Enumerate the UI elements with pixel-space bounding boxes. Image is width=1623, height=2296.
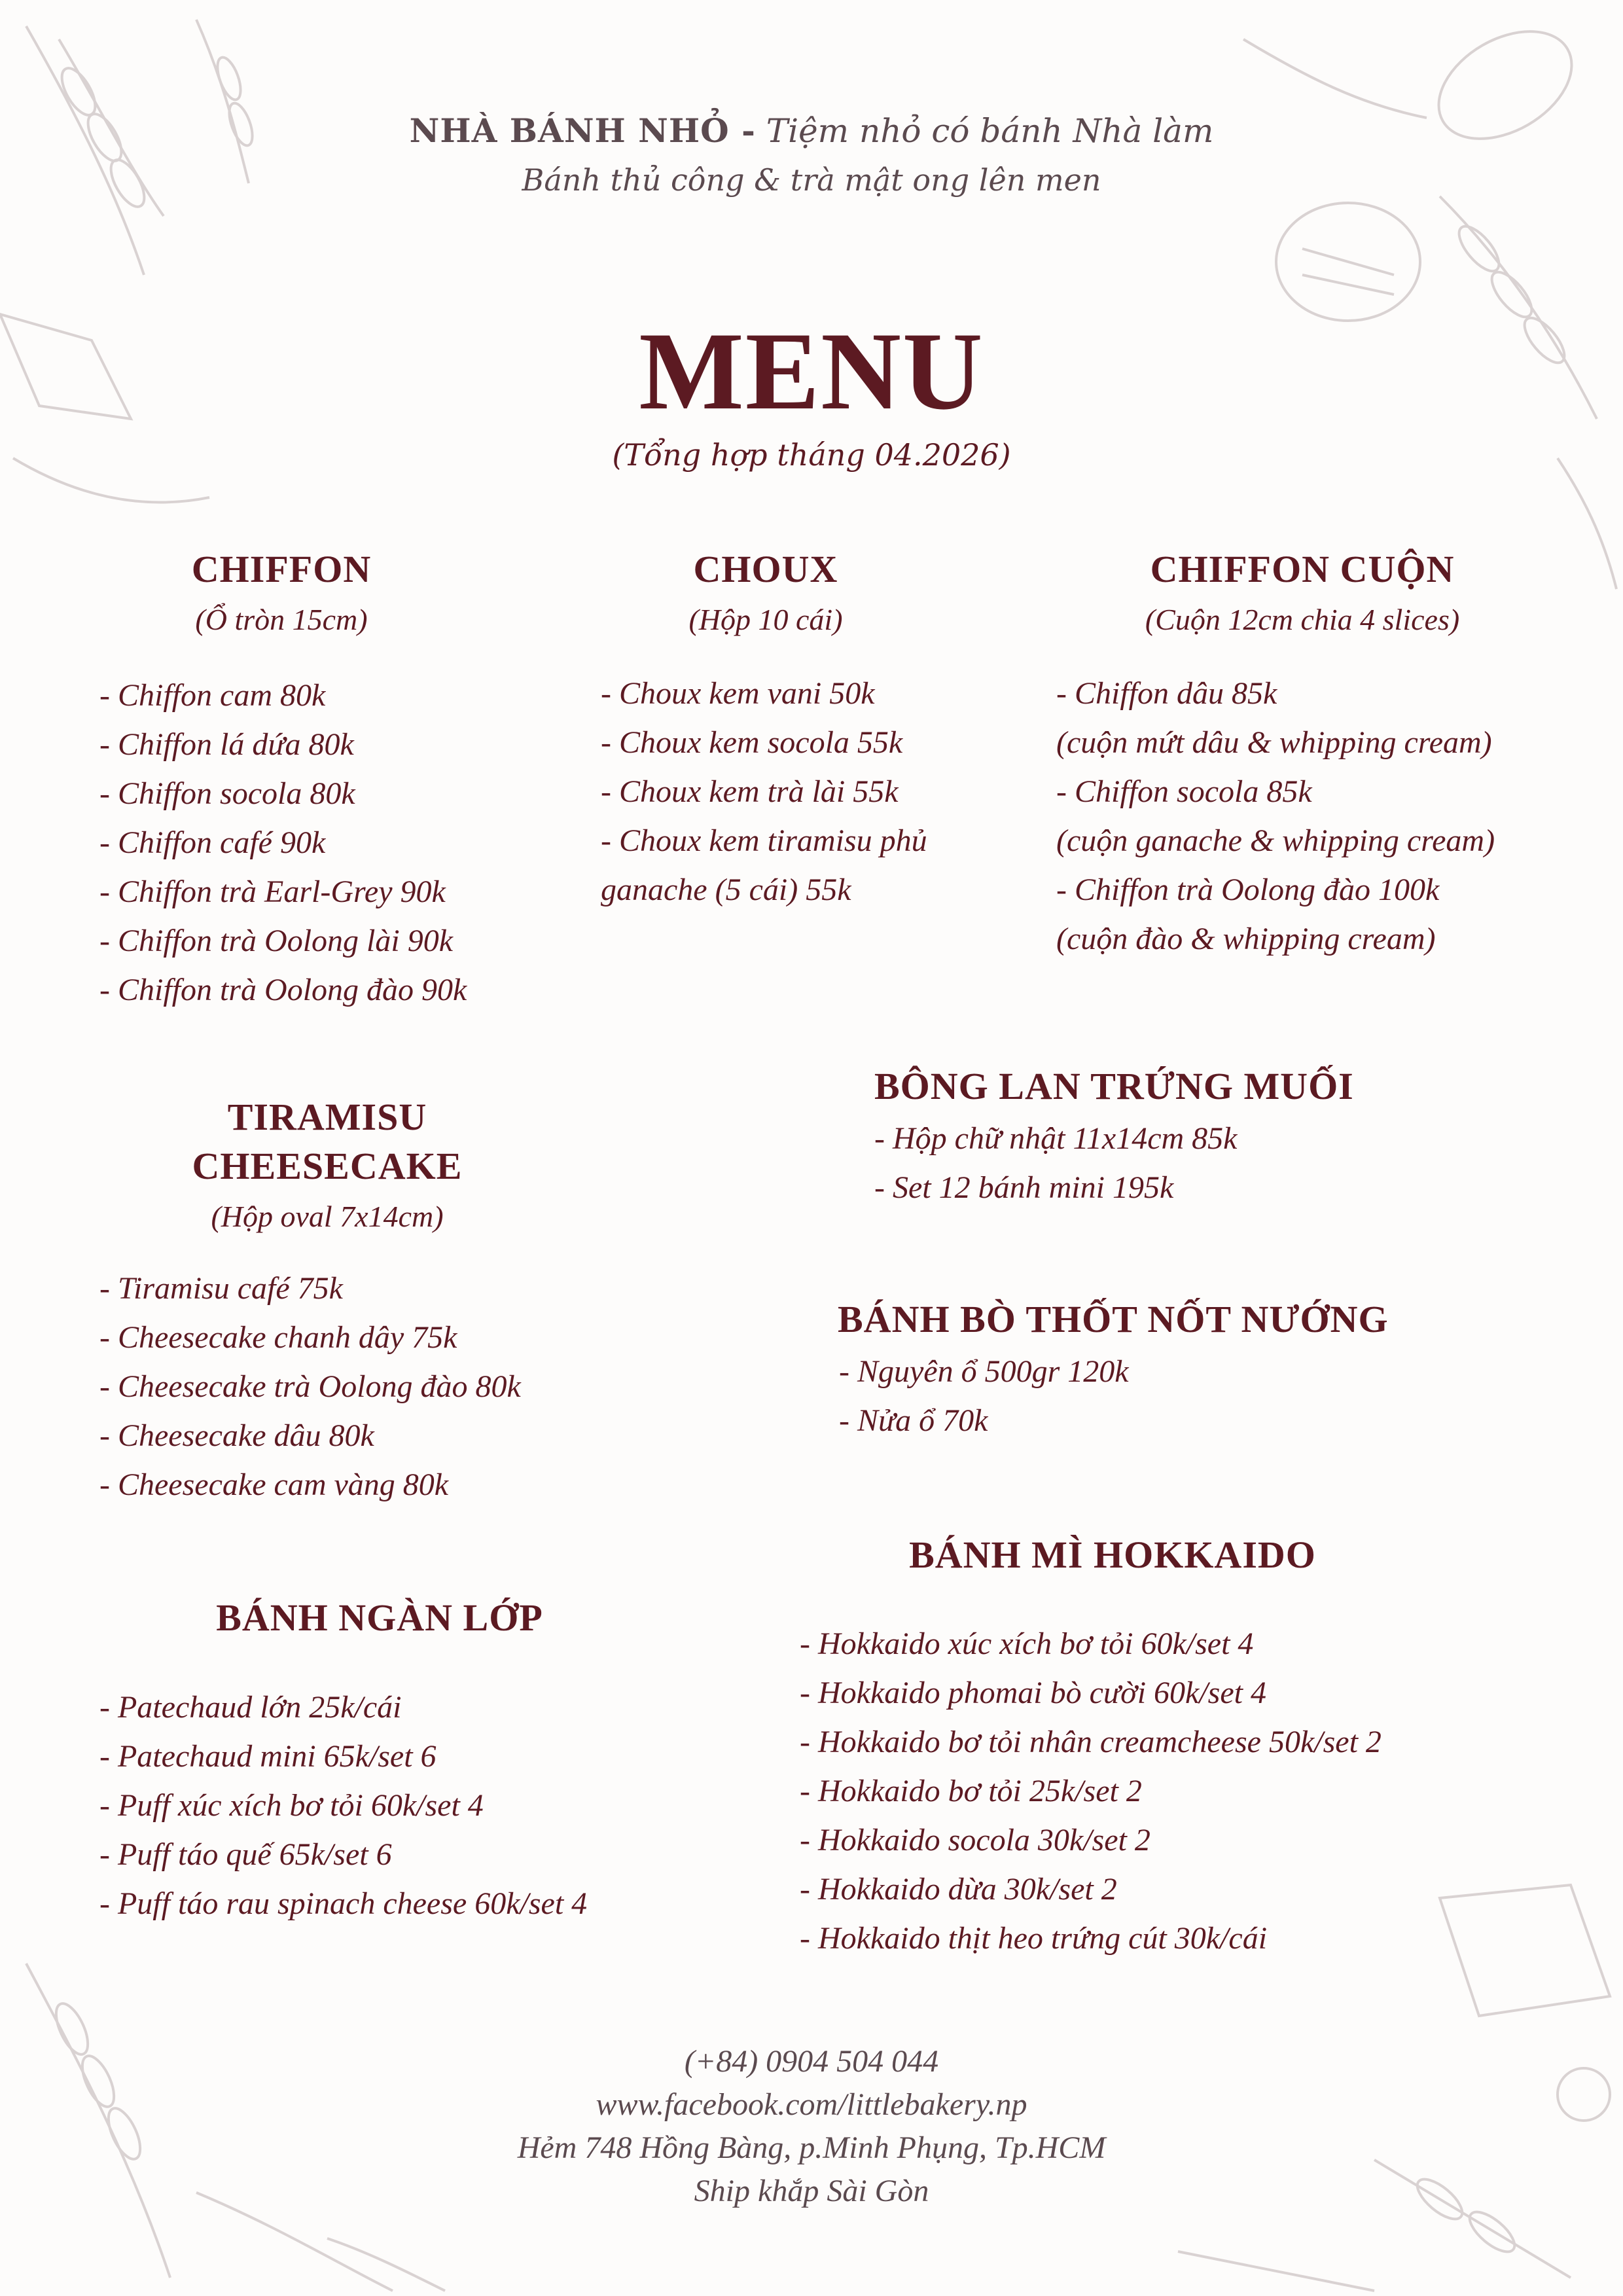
brand-line	[0, 111, 1623, 150]
banh-bo-title: BÁNH BÒ THỐT NỐT NƯỚNG	[838, 1298, 1389, 1340]
ngan-lop-list	[99, 1683, 587, 1928]
list-item: - Cheesecake trà Oolong đào 80k	[99, 1369, 521, 1404]
list-item: - Hộp chữ nhật 11x14cm 85k	[874, 1121, 1238, 1156]
list-item: - Chiffon socola 85k	[1056, 774, 1312, 809]
list-item: - Chiffon socola 80k	[99, 776, 355, 811]
chiffon-title: CHIFFON	[191, 548, 372, 590]
list-item: - Cheesecake chanh dây 75k	[99, 1320, 457, 1355]
choux-list	[601, 669, 927, 914]
bong-lan-title: BÔNG LAN TRỨNG MUỐI	[874, 1065, 1354, 1107]
list-item: - Tiramisu café 75k	[99, 1271, 343, 1306]
list-item: - Hokkaido phomai bò cười 60k/set 4	[800, 1676, 1266, 1710]
list-item: - Nửa ổ 70k	[839, 1403, 988, 1438]
hokkaido-title: BÁNH MÌ HOKKAIDO	[909, 1534, 1316, 1576]
tiramisu-note: (Hộp oval 7x14cm)	[211, 1200, 444, 1233]
chiffon-list	[99, 671, 467, 1014]
list-item: - Puff táo rau spinach cheese 60k/set 4	[99, 1886, 588, 1921]
list-item: - Choux kem socola 55k	[601, 725, 903, 760]
list-item: ganache (5 cái) 55k	[601, 872, 851, 907]
list-item: - Chiffon trà Oolong đào 90k	[99, 973, 467, 1007]
choux-note: (Hộp 10 cái)	[688, 603, 843, 636]
list-item: - Nguyên ổ 500gr 120k	[839, 1354, 1129, 1389]
chiffon-cuon-title: CHIFFON CUỘN	[1150, 548, 1455, 590]
list-item: - Chiffon dâu 85k	[1056, 676, 1277, 711]
list-item: - Hokkaido xúc xích bơ tỏi 60k/set 4	[800, 1626, 1254, 1661]
hokkaido-list	[800, 1619, 1382, 1963]
chiffon-cuon-list	[1056, 669, 1495, 963]
list-item: - Chiffon lá dứa 80k	[99, 727, 354, 762]
list-item: (cuộn mứt dâu & whipping cream)	[1056, 725, 1492, 760]
list-item: - Set 12 bánh mini 195k	[874, 1170, 1174, 1205]
tiramisu-list	[99, 1264, 521, 1509]
banh-bo-list	[839, 1347, 1129, 1445]
list-item: - Chiffon cam 80k	[99, 678, 326, 713]
footer-shipping: Ship khắp Sài Gòn	[694, 2174, 929, 2208]
bong-lan-list	[874, 1114, 1237, 1212]
list-item: - Hokkaido dừa 30k/set 2	[800, 1872, 1117, 1907]
list-item: - Cheesecake dâu 80k	[99, 1418, 374, 1453]
tiramisu-title-line1: TIRAMISU	[227, 1096, 427, 1138]
footer-facebook[interactable]: www.facebook.com/littlebakery.np	[596, 2087, 1027, 2122]
list-item: - Hokkaido bơ tỏi nhân creamcheese 50k/set 2	[800, 1725, 1382, 1759]
list-item: - Patechaud mini 65k/set 6	[99, 1739, 437, 1774]
tiramisu-title-line2: CHEESECAKE	[192, 1145, 463, 1187]
list-item: - Chiffon café 90k	[99, 825, 326, 860]
list-item: - Patechaud lớn 25k/cái	[99, 1690, 402, 1725]
brand-name: NHÀ BÁNH NHỎ -	[409, 111, 756, 150]
list-item: - Hokkaido bơ tỏi 25k/set 2	[800, 1774, 1142, 1808]
list-item: - Choux kem tiramisu phủ	[601, 823, 927, 858]
list-item: - Puff xúc xích bơ tỏi 60k/set 4	[99, 1788, 484, 1823]
footer-address: Hẻm 748 Hồng Bàng, p.Minh Phụng, Tp.HCM	[517, 2130, 1106, 2165]
menu-subtitle: (Tổng hợp tháng 04.2026)	[612, 437, 1011, 473]
brand-tagline: Tiệm nhỏ có bánh Nhà làm	[766, 112, 1214, 150]
choux-title: CHOUX	[693, 548, 838, 590]
list-item: - Chiffon trà Earl-Grey 90k	[99, 874, 446, 909]
list-item: - Hokkaido thịt heo trứng cút 30k/cái	[800, 1921, 1268, 1956]
list-item: - Choux kem vani 50k	[601, 676, 875, 711]
footer-phone: (+84) 0904 504 044	[684, 2044, 939, 2079]
list-item: - Chiffon trà Oolong đào 100k	[1056, 872, 1440, 907]
list-item: (cuộn đào & whipping cream)	[1056, 922, 1436, 956]
list-item: - Choux kem trà lài 55k	[601, 774, 899, 809]
list-item: - Puff táo quế 65k/set 6	[99, 1837, 392, 1872]
list-item: - Cheesecake cam vàng 80k	[99, 1467, 449, 1502]
list-item: - Chiffon trà Oolong lài 90k	[99, 924, 453, 958]
brand-subtitle: Bánh thủ công & trà mật ong lên men	[522, 162, 1101, 198]
chiffon-cuon-note: (Cuộn 12cm chia 4 slices)	[1145, 603, 1460, 636]
ngan-lop-title: BÁNH NGÀN LỚP	[216, 1596, 543, 1639]
list-item: - Hokkaido socola 30k/set 2	[800, 1823, 1150, 1857]
chiffon-note: (Ổ tròn 15cm)	[195, 603, 368, 636]
list-item: (cuộn ganache & whipping cream)	[1056, 823, 1495, 858]
menu-title: MENU	[639, 310, 984, 433]
